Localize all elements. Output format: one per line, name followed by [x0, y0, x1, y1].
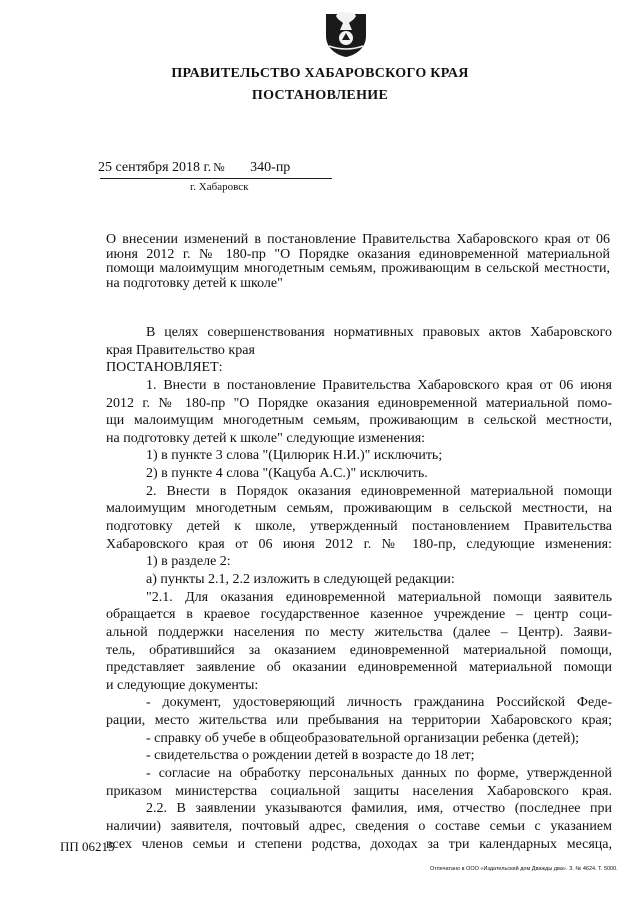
body-line: тель, обратившийся за оказанием единовременной материальной помощи,	[106, 642, 612, 658]
body-line: всех членов семьи и степени родства, доходах за три календарных месяца,	[106, 836, 612, 852]
document-subject: О внесении изменений в постановление Правительства Хабаровского края от 06 июня 2012 г. № 180-пр "О Порядке оказания единовременной материальной помощи малоимущим многодетным семьям, проживающим в сельской местности, на подготовку детей к школе"	[106, 232, 610, 291]
body-line: ПОСТАНОВЛЯЕТ:	[106, 360, 223, 376]
body-line: - согласие на обработку персональных данных по форме, утвержденной	[146, 766, 612, 782]
body-line: 2012 г. № 180-пр "О Порядке оказания единовременной материальной помо-	[106, 395, 612, 411]
government-title: ПРАВИТЕЛЬСТВО ХАБАРОВСКОГО КРАЯ	[171, 66, 469, 81]
body-line: Хабаровского края от 06 июня 2012 г. № 180-пр, следующие изменения:	[106, 536, 612, 552]
document-number: 340-пр	[250, 160, 291, 175]
body-line: - справку об учебе в общеобразовательной организации ребенка (детей);	[146, 730, 580, 746]
body-line: В целях совершенствования нормативных правовых актов Хабаровского	[146, 325, 612, 340]
body-line: "2.1. Для оказания единовременной материальной помощи заявитель	[146, 589, 612, 605]
body-line: наличии) заявителя, почтовый адрес, сведения о составе семьи с указанием	[106, 818, 612, 834]
body-line: - свидетельства о рождении детей в возрасте до 18 лет;	[146, 748, 475, 764]
body-line: 1. Внести в постановление Правительства Хабаровского края от 06 июня	[146, 377, 612, 393]
body-line: 2. Внести в Порядок оказания единовременной материальной помощи	[146, 483, 612, 499]
printer-note: Отпечатано в ООО «Издательский дом Дважды два». З. № 4624. Т. 5000.	[430, 866, 618, 872]
date-underline	[100, 178, 332, 179]
coat-of-arms-emblem	[324, 6, 368, 58]
body-line: представляет заявление об оказании единовременной материальной помощи	[106, 660, 612, 676]
document-type-title: ПОСТАНОВЛЕНИЕ	[251, 88, 389, 103]
number-label: №	[213, 160, 225, 174]
body-line: и следующие документы:	[106, 677, 259, 693]
document-date: 25 сентября 2018 г.	[98, 160, 212, 175]
body-line: щи малоимущим многодетным семьям, проживающим в сельской местности,	[106, 413, 612, 429]
body-line: 1) в разделе 2:	[146, 554, 231, 570]
document-code: ПП 06215	[60, 839, 115, 854]
city-label: г. Хабаровск	[190, 181, 249, 193]
body-line: 1) в пункте 3 слова "(Цилюрик Н.И.)" исключить;	[146, 448, 443, 464]
body-line: на подготовку детей к школе" следующие изменения:	[106, 430, 426, 446]
body-line: приказом министерства социальной защиты населения Хабаровского края.	[106, 783, 612, 799]
body-line: малоимущим многодетным семьям, проживающим в сельской местности, на	[106, 501, 612, 517]
body-line: рации, место жительства или пребывания на территории Хабаровского края;	[106, 713, 612, 729]
body-line: края Правительство края	[106, 342, 255, 358]
body-line: подготовку детей к школе, утвержденный постановлением Правительства	[106, 519, 612, 535]
body-line: 2.2. В заявлении указываются фамилия, имя, отчество (последнее при	[146, 801, 612, 817]
body-line: а) пункты 2.1, 2.2 изложить в следующей редакции:	[146, 571, 455, 587]
document-body	[106, 324, 612, 853]
body-line: 2) в пункте 4 слова "(Кацуба А.С.)" исключить.	[146, 466, 428, 482]
body-line: альной поддержки населения по месту жительства (далее – Центр). Заяви-	[106, 624, 612, 640]
date-number-line	[98, 160, 290, 176]
body-line: - документ, удостоверяющий личность гражданина Российской Феде-	[146, 695, 612, 711]
body-line: обращается в краевое государственное казенное учреждение – центр соци-	[106, 607, 612, 623]
